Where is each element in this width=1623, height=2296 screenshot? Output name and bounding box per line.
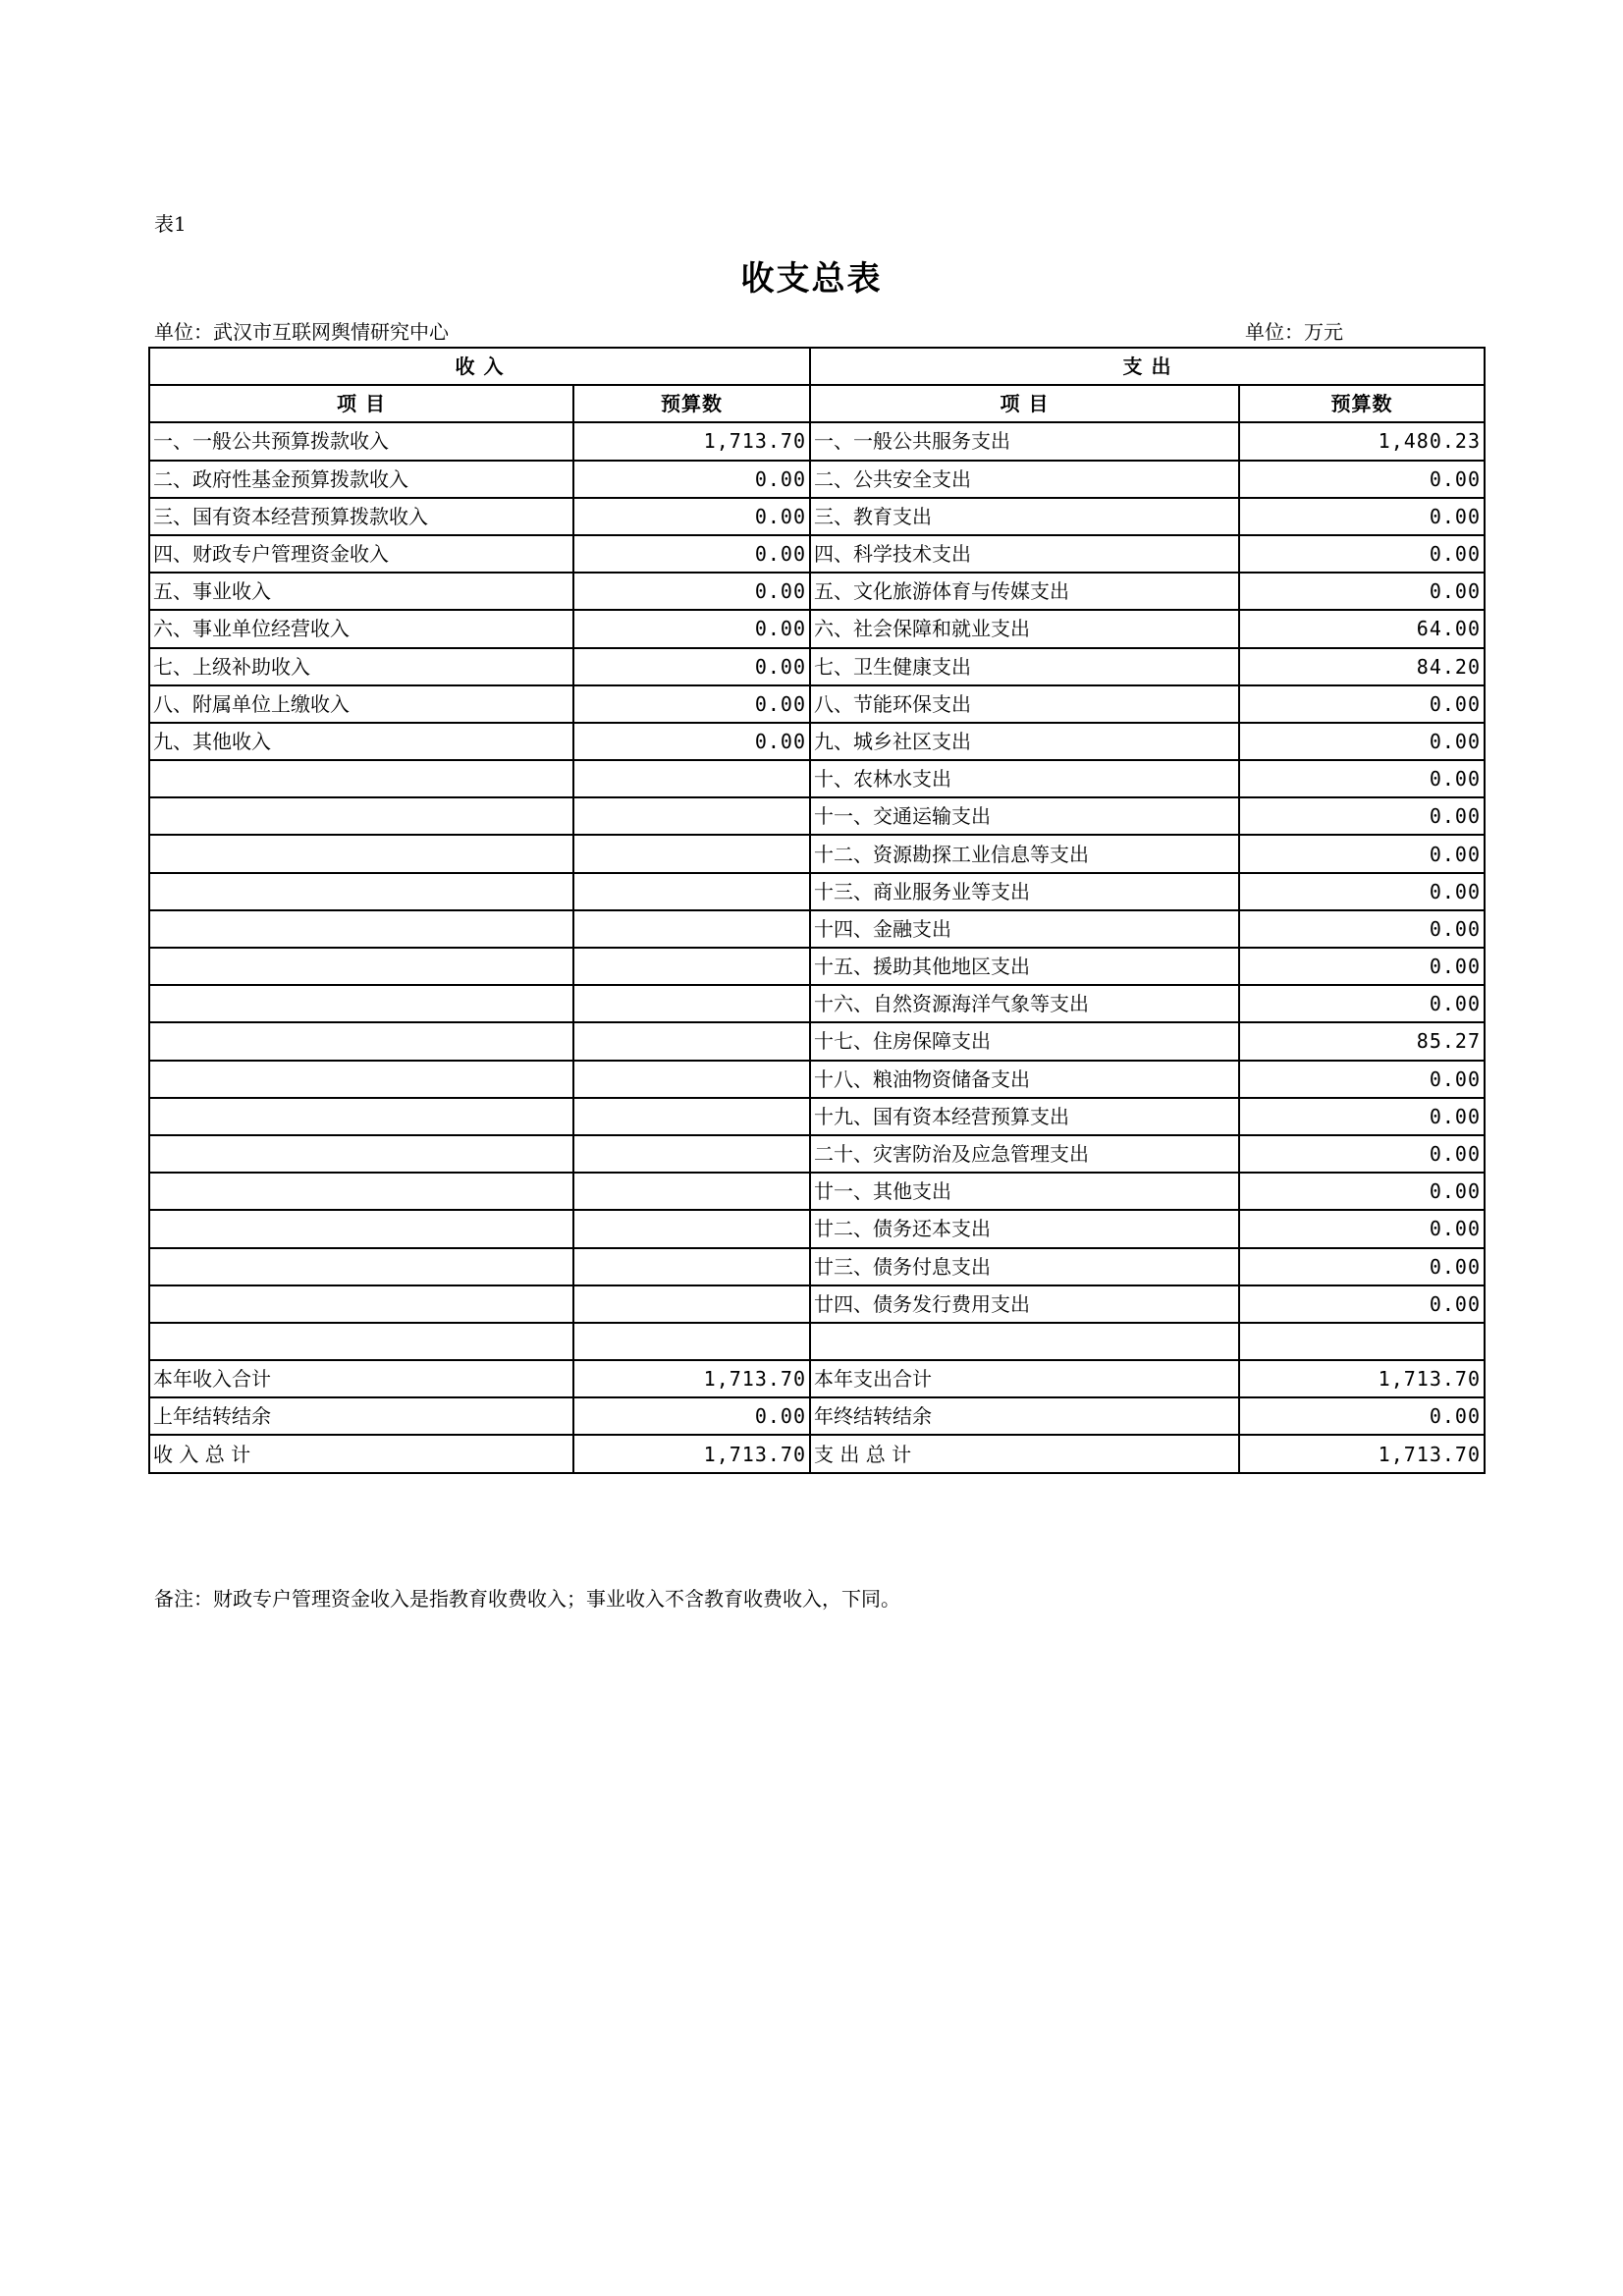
income-value-cell — [573, 1173, 810, 1210]
income-item-cell: 五、事业收入 — [149, 573, 573, 610]
income-item-cell: 收 入 总 计 — [149, 1435, 573, 1472]
expense-value-cell: 0.00 — [1239, 1210, 1485, 1247]
table-row — [149, 985, 1485, 1022]
expense-item-cell: 五、文化旅游体育与传媒支出 — [810, 573, 1239, 610]
income-item-cell — [149, 760, 573, 797]
budget-summary-table — [148, 347, 1486, 1474]
income-item-cell: 六、事业单位经营收入 — [149, 610, 573, 647]
table-row — [149, 910, 1485, 948]
organization-unit: 单位：武汉市互联网舆情研究中心 — [154, 320, 449, 344]
expense-value-cell: 0.00 — [1239, 835, 1485, 872]
expense-value-cell: 64.00 — [1239, 610, 1485, 647]
table-row — [149, 835, 1485, 872]
income-value-cell: 0.00 — [573, 535, 810, 573]
column-header-row — [149, 385, 1485, 422]
expense-item-cell: 十六、自然资源海洋气象等支出 — [810, 985, 1239, 1022]
expense-value-cell: 0.00 — [1239, 685, 1485, 723]
income-item-cell — [149, 797, 573, 835]
income-value-cell — [573, 797, 810, 835]
expense-item-cell: 廿三、债务付息支出 — [810, 1248, 1239, 1285]
income-value-cell — [573, 760, 810, 797]
income-section-header: 收 入 — [149, 348, 810, 385]
income-value-cell: 1,713.70 — [573, 1360, 810, 1397]
table-row — [149, 1360, 1485, 1397]
table-row — [149, 1248, 1485, 1285]
expense-value-cell: 0.00 — [1239, 1173, 1485, 1210]
expense-item-cell: 廿一、其他支出 — [810, 1173, 1239, 1210]
expense-item-cell: 支 出 总 计 — [810, 1435, 1239, 1472]
income-value-cell — [573, 1210, 810, 1247]
expense-value-cell — [1239, 1323, 1485, 1360]
income-value-cell — [573, 948, 810, 985]
income-value-cell — [573, 910, 810, 948]
income-item-cell — [149, 1248, 573, 1285]
income-item-cell — [149, 1173, 573, 1210]
income-value-cell — [573, 1248, 810, 1285]
income-value-cell: 0.00 — [573, 1397, 810, 1435]
expense-value-cell: 0.00 — [1239, 873, 1485, 910]
table-row — [149, 873, 1485, 910]
table-row — [149, 948, 1485, 985]
income-item-cell: 九、其他收入 — [149, 723, 573, 760]
income-value-cell — [573, 873, 810, 910]
table-row — [149, 422, 1485, 460]
income-value-cell — [573, 835, 810, 872]
table-row — [149, 723, 1485, 760]
income-item-cell — [149, 1285, 573, 1323]
income-value-cell: 0.00 — [573, 461, 810, 498]
table-row — [149, 648, 1485, 685]
expense-value-cell: 0.00 — [1239, 498, 1485, 535]
table-body — [149, 422, 1485, 1472]
expense-value-cell: 0.00 — [1239, 1285, 1485, 1323]
expense-value-cell: 0.00 — [1239, 797, 1485, 835]
income-item-cell — [149, 1210, 573, 1247]
page-title: 收支总表 — [740, 259, 883, 299]
expense-item-cell: 十二、资源勘探工业信息等支出 — [810, 835, 1239, 872]
table-tag: 表1 — [154, 212, 187, 236]
expense-value-cell: 0.00 — [1239, 1248, 1485, 1285]
income-value-cell — [573, 1323, 810, 1360]
expense-value-cell: 0.00 — [1239, 985, 1485, 1022]
expense-value-cell: 0.00 — [1239, 1135, 1485, 1173]
table-row — [149, 498, 1485, 535]
income-value-cell: 0.00 — [573, 573, 810, 610]
expense-value-cell: 84.20 — [1239, 648, 1485, 685]
income-item-cell: 三、国有资本经营预算拨款收入 — [149, 498, 573, 535]
income-item-cell: 本年收入合计 — [149, 1360, 573, 1397]
expense-item-cell: 四、科学技术支出 — [810, 535, 1239, 573]
expense-item-cell: 七、卫生健康支出 — [810, 648, 1239, 685]
expense-item-cell: 本年支出合计 — [810, 1360, 1239, 1397]
income-item-cell — [149, 1098, 573, 1135]
expense-item-cell: 十三、商业服务业等支出 — [810, 873, 1239, 910]
table-row — [149, 1397, 1485, 1435]
expense-value-cell: 0.00 — [1239, 1098, 1485, 1135]
expense-item-cell: 十、农林水支出 — [810, 760, 1239, 797]
income-value-cell: 0.00 — [573, 723, 810, 760]
table-row — [149, 1323, 1485, 1360]
expense-value-cell: 85.27 — [1239, 1022, 1485, 1060]
expense-item-cell: 十五、援助其他地区支出 — [810, 948, 1239, 985]
expense-item-cell: 十九、国有资本经营预算支出 — [810, 1098, 1239, 1135]
income-item-cell — [149, 1323, 573, 1360]
table-row — [149, 573, 1485, 610]
table-row — [149, 610, 1485, 647]
expense-value-cell: 0.00 — [1239, 535, 1485, 573]
table-row — [149, 1435, 1485, 1472]
table-row — [149, 1285, 1485, 1323]
income-value-cell — [573, 1135, 810, 1173]
expense-value-cell: 0.00 — [1239, 461, 1485, 498]
expense-item-header: 项 目 — [810, 385, 1239, 422]
income-item-cell: 四、财政专户管理资金收入 — [149, 535, 573, 573]
expense-item-cell: 八、节能环保支出 — [810, 685, 1239, 723]
expense-item-cell — [810, 1323, 1239, 1360]
expense-budget-header: 预算数 — [1239, 385, 1485, 422]
income-value-cell: 0.00 — [573, 498, 810, 535]
table-row — [149, 1135, 1485, 1173]
expense-item-cell: 三、教育支出 — [810, 498, 1239, 535]
currency-unit: 单位：万元 — [1245, 320, 1343, 344]
expense-item-cell: 一、一般公共服务支出 — [810, 422, 1239, 460]
income-value-cell: 1,713.70 — [573, 1435, 810, 1472]
income-item-cell: 二、政府性基金预算拨款收入 — [149, 461, 573, 498]
income-item-cell — [149, 948, 573, 985]
income-value-cell: 1,713.70 — [573, 422, 810, 460]
income-item-header: 项 目 — [149, 385, 573, 422]
expense-item-cell: 十八、粮油物资储备支出 — [810, 1061, 1239, 1098]
expense-value-cell: 0.00 — [1239, 1061, 1485, 1098]
expense-item-cell: 二、公共安全支出 — [810, 461, 1239, 498]
expense-item-cell: 十七、住房保障支出 — [810, 1022, 1239, 1060]
income-item-cell — [149, 1061, 573, 1098]
income-value-cell: 0.00 — [573, 610, 810, 647]
income-item-cell — [149, 910, 573, 948]
income-item-cell — [149, 835, 573, 872]
table-row — [149, 1022, 1485, 1060]
expense-item-cell: 十一、交通运输支出 — [810, 797, 1239, 835]
table-row — [149, 461, 1485, 498]
table-row — [149, 685, 1485, 723]
expense-section-header: 支 出 — [810, 348, 1485, 385]
table-row — [149, 1210, 1485, 1247]
expense-value-cell: 1,713.70 — [1239, 1435, 1485, 1472]
footnote: 备注：财政专户管理资金收入是指教育收费收入；事业收入不含教育收费收入，下同。 — [154, 1587, 900, 1611]
expense-item-cell: 十四、金融支出 — [810, 910, 1239, 948]
expense-value-cell: 1,713.70 — [1239, 1360, 1485, 1397]
table-row — [149, 1061, 1485, 1098]
expense-value-cell: 0.00 — [1239, 573, 1485, 610]
income-value-cell: 0.00 — [573, 685, 810, 723]
income-item-cell — [149, 1135, 573, 1173]
income-item-cell: 八、附属单位上缴收入 — [149, 685, 573, 723]
income-item-cell — [149, 1022, 573, 1060]
expense-value-cell: 0.00 — [1239, 723, 1485, 760]
expense-value-cell: 0.00 — [1239, 910, 1485, 948]
income-value-cell — [573, 1061, 810, 1098]
table-row — [149, 760, 1485, 797]
income-item-cell: 七、上级补助收入 — [149, 648, 573, 685]
expense-value-cell: 1,480.23 — [1239, 422, 1485, 460]
income-item-cell — [149, 985, 573, 1022]
expense-item-cell: 二十、灾害防治及应急管理支出 — [810, 1135, 1239, 1173]
income-value-cell — [573, 1098, 810, 1135]
income-value-cell — [573, 985, 810, 1022]
table-row — [149, 1173, 1485, 1210]
expense-item-cell: 廿四、债务发行费用支出 — [810, 1285, 1239, 1323]
expense-value-cell: 0.00 — [1239, 1397, 1485, 1435]
income-item-cell: 上年结转结余 — [149, 1397, 573, 1435]
expense-item-cell: 年终结转结余 — [810, 1397, 1239, 1435]
table-row — [149, 1098, 1485, 1135]
table-row — [149, 535, 1485, 573]
expense-value-cell: 0.00 — [1239, 760, 1485, 797]
section-header-row — [149, 348, 1485, 385]
income-item-cell: 一、一般公共预算拨款收入 — [149, 422, 573, 460]
expense-item-cell: 廿二、债务还本支出 — [810, 1210, 1239, 1247]
expense-item-cell: 六、社会保障和就业支出 — [810, 610, 1239, 647]
income-value-cell: 0.00 — [573, 648, 810, 685]
expense-item-cell: 九、城乡社区支出 — [810, 723, 1239, 760]
income-budget-header: 预算数 — [573, 385, 810, 422]
expense-value-cell: 0.00 — [1239, 948, 1485, 985]
income-item-cell — [149, 873, 573, 910]
income-value-cell — [573, 1022, 810, 1060]
table-row — [149, 797, 1485, 835]
income-value-cell — [573, 1285, 810, 1323]
